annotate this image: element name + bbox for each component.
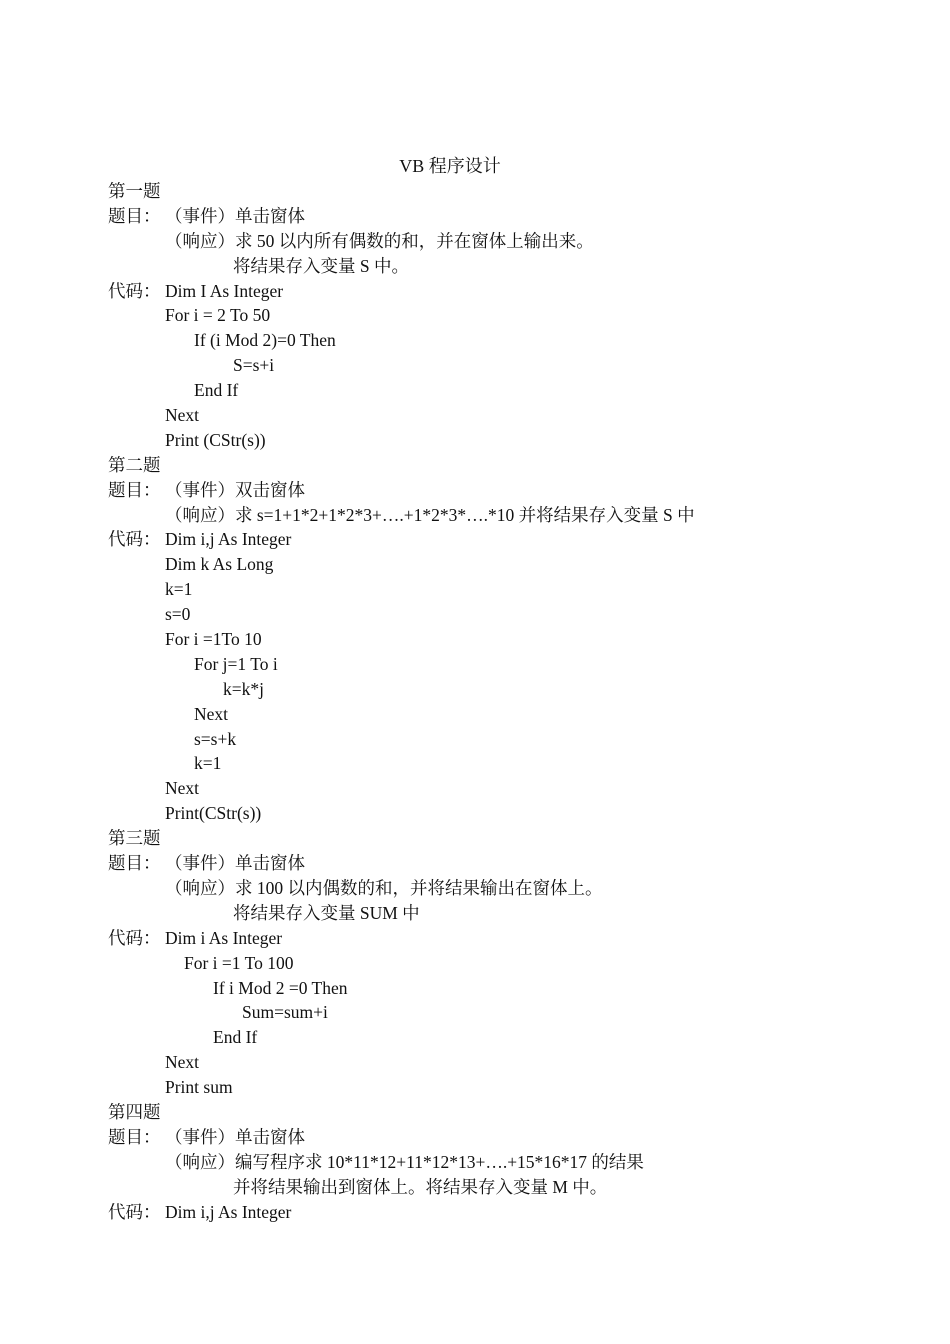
code-line: For j=1 To i xyxy=(194,653,278,674)
code-line: Dim i,j As Integer xyxy=(165,1201,292,1222)
q4-code-line xyxy=(108,1200,908,1225)
q2-event: （事件）双击窗体 xyxy=(165,479,305,500)
code-line: Print sum xyxy=(165,1077,233,1098)
code-line: Next xyxy=(194,703,229,724)
code-line: Dim I As Integer xyxy=(165,280,284,301)
code-line: For i =1To 10 xyxy=(165,629,262,650)
code-label: 代码： xyxy=(108,280,161,301)
code-line: End If xyxy=(213,1027,258,1048)
topic-label: 题目： xyxy=(108,205,161,226)
code-line: Next xyxy=(165,778,200,799)
q4-note: 并将结果输出到窗体上。将结果存入变量 M 中。 xyxy=(233,1176,608,1197)
q2-response: （响应）求 s=1+1*2+1*2*3+….+1*2*3*….*10 并将结果存入变量 S 中 xyxy=(165,504,695,525)
code-line: Print (CStr(s)) xyxy=(165,429,266,450)
code-line: End If xyxy=(194,380,239,401)
code-line: s=0 xyxy=(165,604,191,625)
code-line: Dim i,j As Integer xyxy=(165,529,292,550)
code-line: If (i Mod 2)=0 Then xyxy=(194,330,336,351)
code-line: Dim i As Integer xyxy=(165,927,283,948)
code-line: If i Mod 2 =0 Then xyxy=(213,977,348,998)
code-line: Sum=sum+i xyxy=(242,1002,328,1023)
q3-event-line xyxy=(108,851,908,876)
q1-note: 将结果存入变量 S 中。 xyxy=(233,255,409,276)
q4-event: （事件）单击窗体 xyxy=(165,1126,305,1147)
q2-heading: 第二题 xyxy=(108,454,161,475)
q3-response: （响应）求 100 以内偶数的和，并将结果输出在窗体上。 xyxy=(165,877,603,898)
q1-event: （事件）单击窗体 xyxy=(165,205,305,226)
code-line: Print(CStr(s)) xyxy=(165,803,262,824)
topic-label: 题目： xyxy=(108,853,161,874)
code-label: 代码： xyxy=(108,927,161,948)
topic-label: 题目： xyxy=(108,479,161,500)
code-line: S=s+i xyxy=(233,355,275,376)
document-body xyxy=(108,179,908,1224)
q4-heading: 第四题 xyxy=(108,1101,161,1122)
document-title: VB 程序设计 xyxy=(399,156,501,176)
code-line: k=1 xyxy=(194,753,222,774)
code-line: Dim k As Long xyxy=(165,554,274,575)
q1-event-line xyxy=(108,204,908,229)
q3-heading: 第三题 xyxy=(108,828,161,849)
q3-note: 将结果存入变量 SUM 中 xyxy=(233,902,420,923)
code-line: Next xyxy=(165,405,200,426)
q4-event-line xyxy=(108,1125,908,1150)
code-label: 代码： xyxy=(108,1201,161,1222)
q3-code-line xyxy=(108,926,908,951)
code-line: k=1 xyxy=(165,579,193,600)
q1-response: （响应）求 50 以内所有偶数的和，并在窗体上输出来。 xyxy=(165,230,594,251)
code-label: 代码： xyxy=(108,529,161,550)
code-line: For i =1 To 100 xyxy=(184,952,294,973)
code-line: s=s+k xyxy=(194,728,237,749)
q1-code-line xyxy=(108,279,908,304)
code-line: For i = 2 To 50 xyxy=(165,305,271,326)
q4-response: （响应）编写程序求 10*11*12+11*12*13+….+15*16*17 的结果 xyxy=(165,1151,644,1172)
q3-event: （事件）单击窗体 xyxy=(165,853,305,874)
code-line: Next xyxy=(165,1052,200,1073)
q1-heading: 第一题 xyxy=(108,181,161,201)
code-line: k=k*j xyxy=(223,678,264,699)
q2-code-line xyxy=(108,527,908,552)
q2-event-line xyxy=(108,478,908,503)
topic-label: 题目： xyxy=(108,1126,161,1147)
